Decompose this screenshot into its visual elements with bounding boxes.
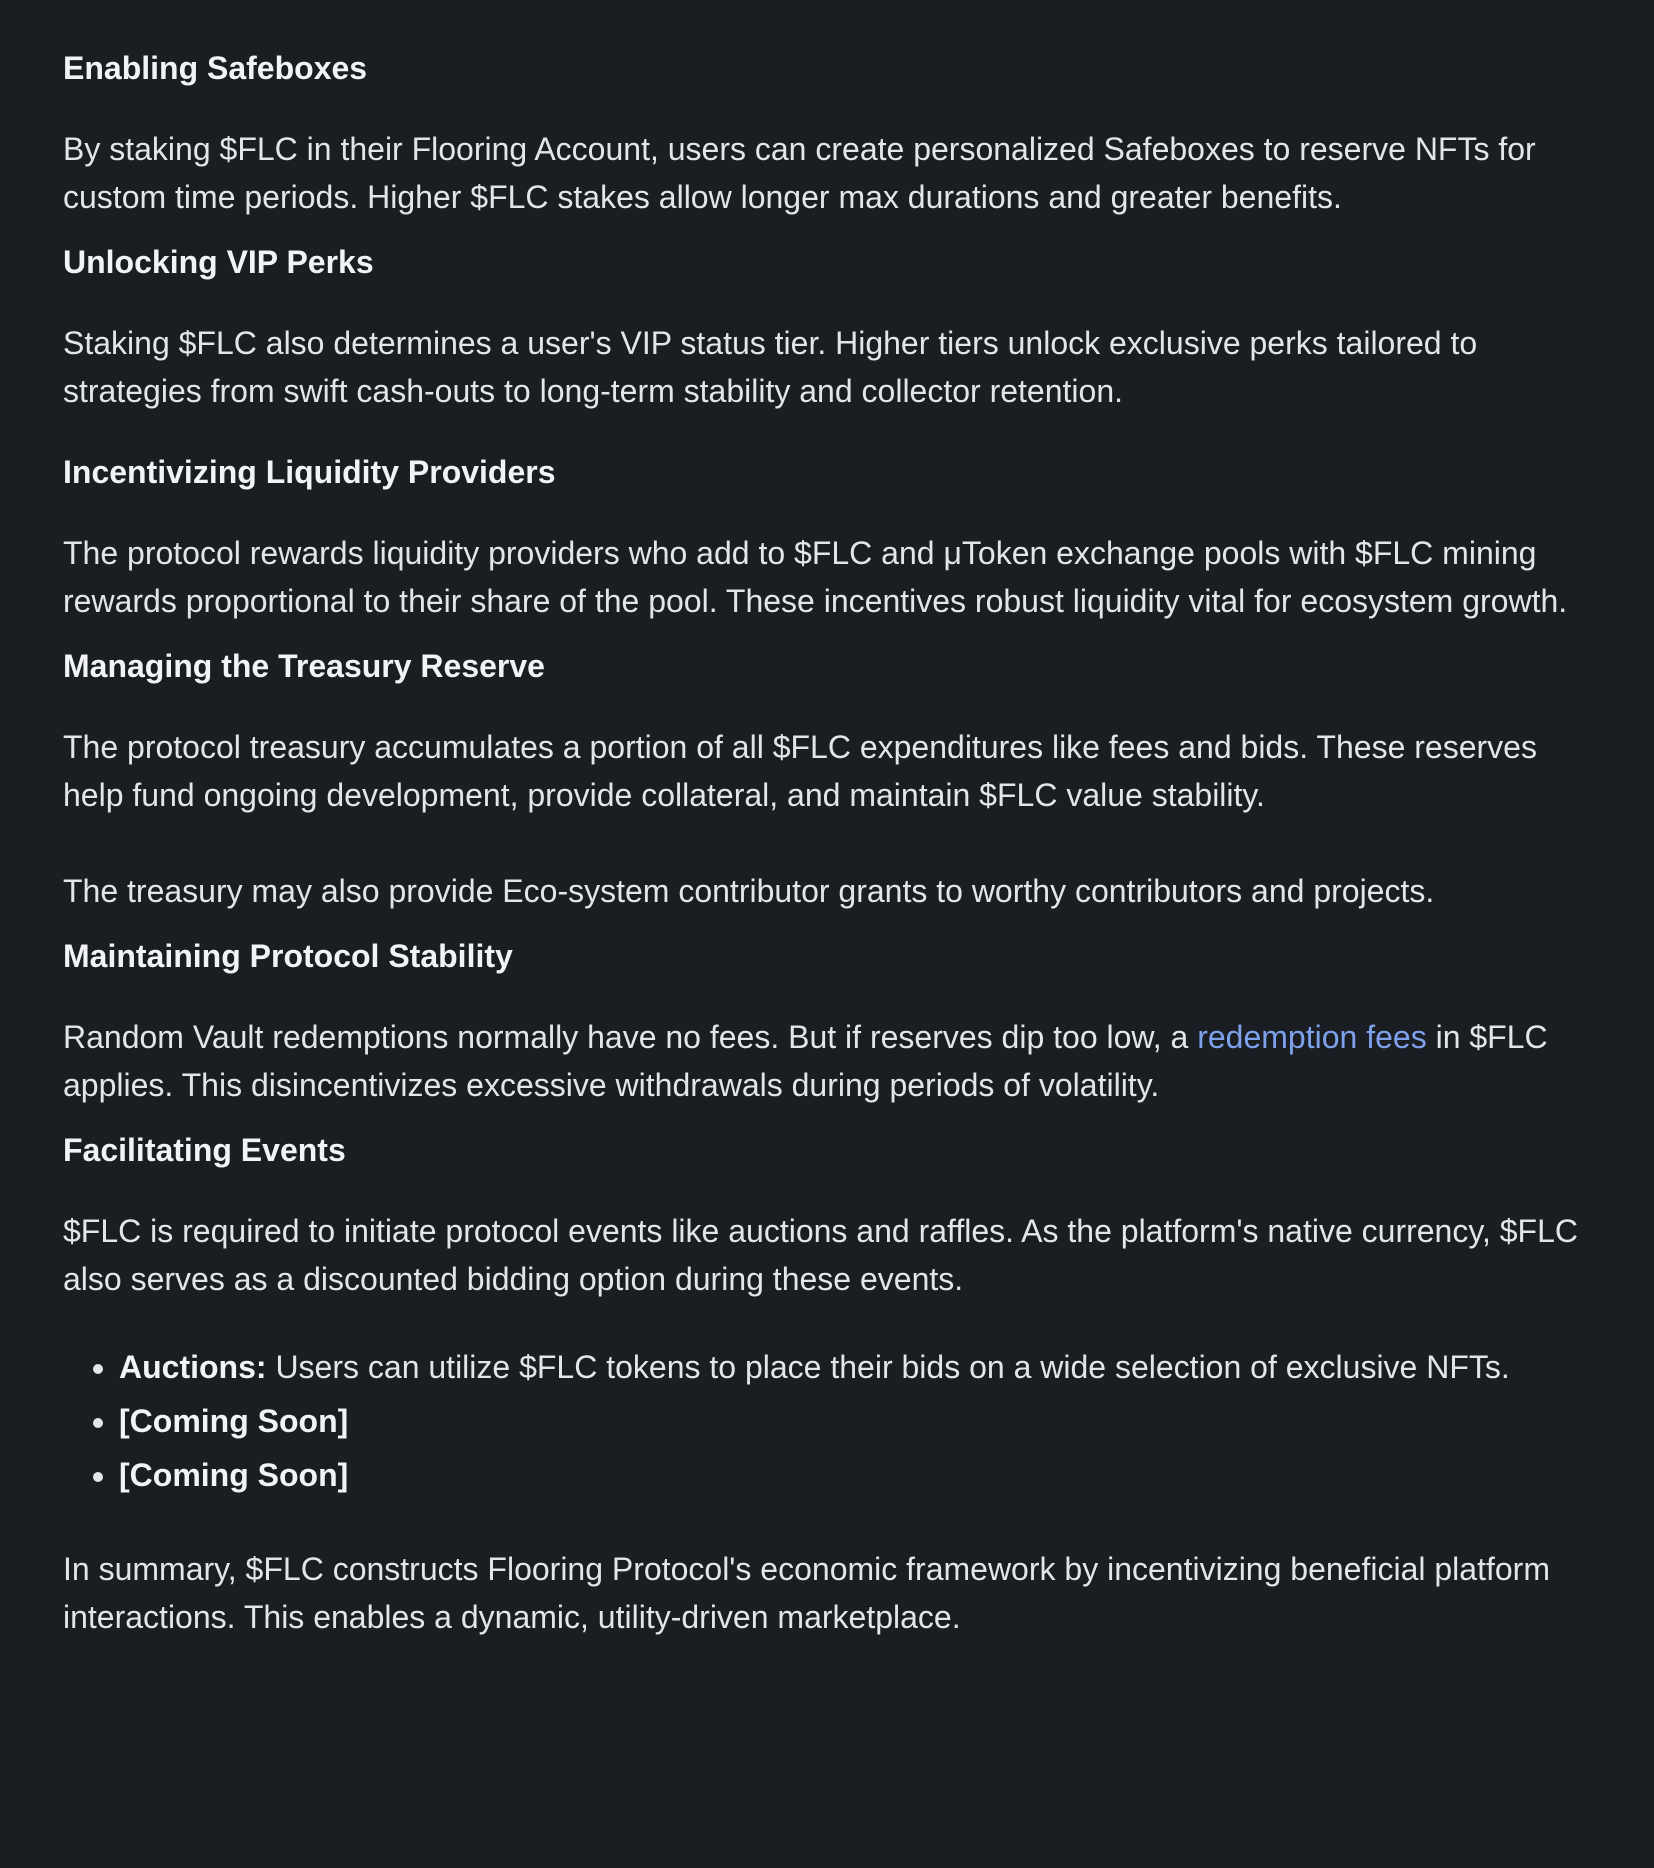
paragraph-vip: Staking $FLC also determines a user's VIP status tier. Higher tiers unlock exclusive perks tailored to strategies from swift cash-outs to long-term stability and collector retention.: [63, 325, 1478, 409]
redemption-fees-link[interactable]: redemption fees: [1197, 1019, 1427, 1055]
paragraph-liquidity: The protocol rewards liquidity providers who add to $FLC and μToken exchange pools with $FLC mining rewards proportional to their share of the pool. These incentives robust liquidity vital for ecosystem growth.: [63, 535, 1568, 619]
list-item-label: [Coming Soon]: [119, 1457, 349, 1493]
heading-enabling-safeboxes: Enabling Safeboxes: [63, 50, 368, 86]
list-item-coming-soon: [119, 1451, 1591, 1499]
paragraph-summary: In summary, $FLC constructs Flooring Protocol's economic framework by incentivizing beneficial platform interactions. This enables a dynamic, utility-driven marketplace.: [63, 1551, 1550, 1635]
list-item-label: Auctions:: [119, 1349, 267, 1385]
paragraph-stability: [63, 1013, 1591, 1109]
paragraph-events: $FLC is required to initiate protocol events like auctions and raffles. As the platform's native currency, $FLC also serves as a discounted bidding option during these events.: [63, 1213, 1578, 1297]
list-item-label: [Coming Soon]: [119, 1403, 349, 1439]
list-item-auctions: [119, 1343, 1591, 1391]
heading-managing-treasury: Managing the Treasury Reserve: [63, 648, 545, 684]
list-item-coming-soon: [119, 1397, 1591, 1445]
events-list: [63, 1343, 1591, 1499]
list-item-text: Users can utilize $FLC tokens to place their bids on a wide selection of exclusive NFTs.: [266, 1349, 1510, 1385]
paragraph-safeboxes: By staking $FLC in their Flooring Account, users can create personalized Safeboxes to reserve NFTs for custom time periods. Higher $FLC stakes allow longer max durations and greater benefits.: [63, 131, 1536, 215]
stability-text-before: Random Vault redemptions normally have no fees. But if reserves dip too low, a: [63, 1019, 1198, 1055]
stability-text-after: in $FLC applies. This disincentivizes excessive withdrawals during periods of volatility.: [63, 1019, 1548, 1103]
paragraph-treasury: The protocol treasury accumulates a portion of all $FLC expenditures like fees and bids. These reserves help fund ongoing development, provide collateral, and maintain $FLC value stability.: [63, 729, 1537, 813]
heading-unlocking-vip-perks: Unlocking VIP Perks: [63, 244, 374, 280]
heading-maintaining-stability: Maintaining Protocol Stability: [63, 938, 513, 974]
paragraph-treasury-grants: The treasury may also provide Eco-system contributor grants to worthy contributors and projects.: [63, 873, 1435, 909]
heading-incentivizing-liquidity: Incentivizing Liquidity Providers: [63, 454, 556, 490]
heading-facilitating-events: Facilitating Events: [63, 1132, 346, 1168]
